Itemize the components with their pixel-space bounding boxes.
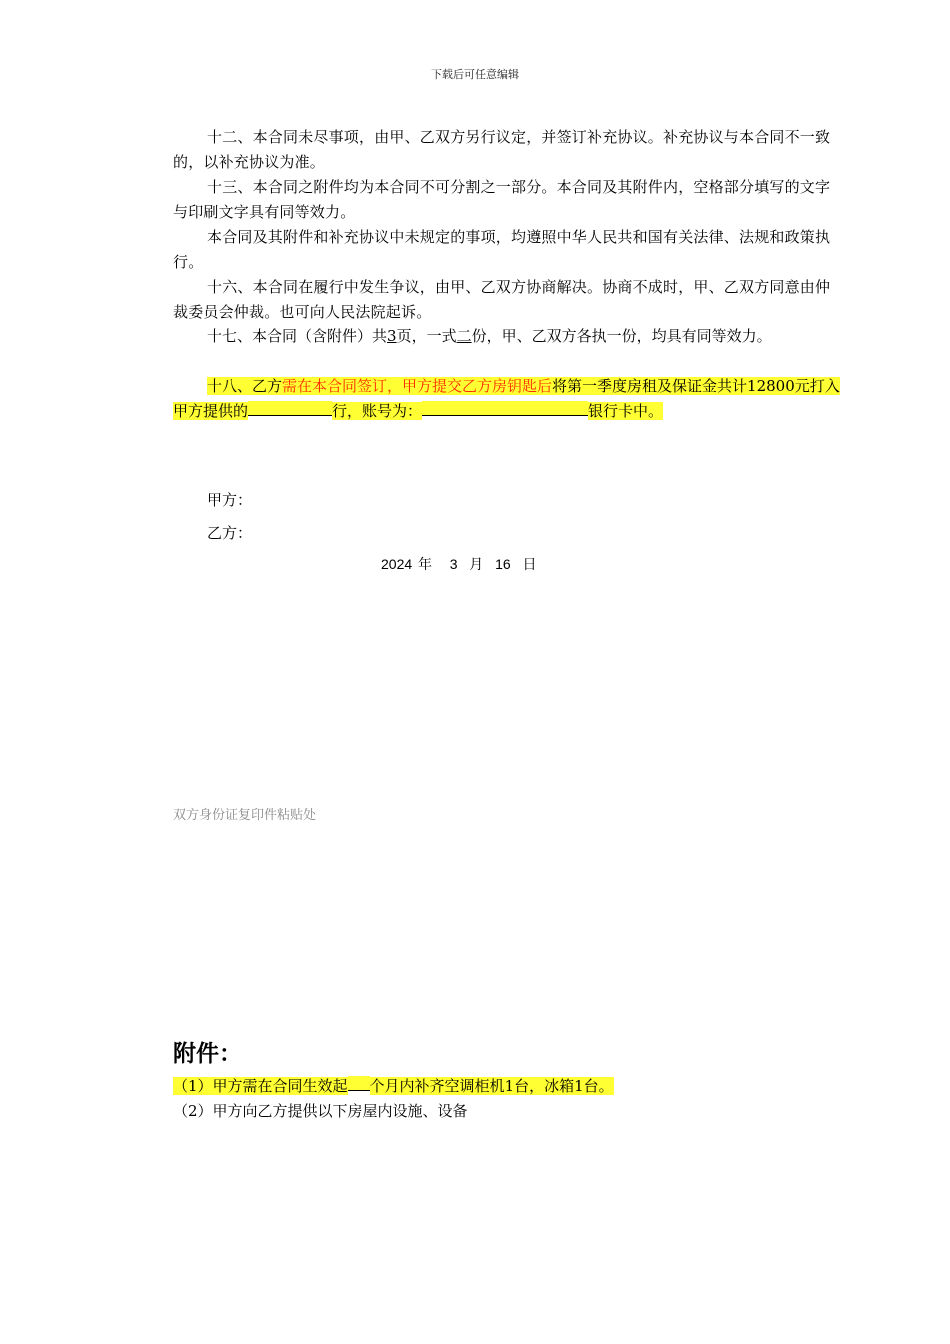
clause-18-red-text: 需在本合同签订，甲方提交乙方房钥匙后 xyxy=(282,377,553,395)
clause-17-copies: 二 xyxy=(456,327,472,345)
party-a-signature-label: 甲方： xyxy=(207,491,253,509)
date-year: 2024 xyxy=(381,556,413,572)
fridge-quantity: 1 xyxy=(574,1077,584,1095)
clause-supplementary: 本合同及其附件和补充协议中未规定的事项，均遵照中华人民共和国有关法律、法规和政策执行。 xyxy=(173,228,831,271)
clause-18 xyxy=(173,374,841,424)
contract-date xyxy=(381,554,536,574)
attachment-1-text-b: 个月内补齐空调柜机 xyxy=(369,1077,505,1095)
attachment-item-1 xyxy=(173,1075,614,1097)
date-month: 3 xyxy=(449,556,458,572)
clause-18-text-d: 银行卡中。 xyxy=(588,402,664,420)
clause-17 xyxy=(173,324,863,349)
date-day: 16 xyxy=(495,556,511,572)
attachment-1-text-a: （1）甲方需在合同生效起 xyxy=(173,1077,348,1095)
clause-18-text-c: 行，账号为： xyxy=(332,402,423,420)
clause-18-text-b: 将第一季度房租及保证金共计12800元打入甲方提供的 xyxy=(173,377,840,420)
clause-16: 十六、本合同在履行中发生争议，由甲、乙双方协商解决。协商不成时，甲、乙双方同意由仲裁委员会仲裁。也可向人民法院起诉。 xyxy=(173,278,831,321)
party-b-signature-label: 乙方： xyxy=(207,524,253,542)
clause-12: 十二、本合同未尽事项，由甲、乙双方另行议定，并签订补充协议。补充协议与本合同不一致的，以补充协议为准。 xyxy=(173,128,831,171)
clause-18-text-a: 十八、乙方 xyxy=(207,377,283,395)
account-number-blank xyxy=(422,401,588,416)
attachment-item-2: （2）甲方向乙方提供以下房屋内设施、设备 xyxy=(173,1102,468,1120)
attachment-1-text-c: 台，冰箱 xyxy=(514,1077,575,1095)
attachments-title: 附件： xyxy=(173,1041,242,1067)
bank-name-blank xyxy=(248,401,332,416)
clause-17-text-a: 十七、本合同（含附件）共 xyxy=(207,327,388,345)
attachment-1-text-d: 台。 xyxy=(583,1077,614,1095)
clause-17-text-c: 份，甲、乙双方各执一份，均具有同等效力。 xyxy=(471,327,772,345)
months-blank xyxy=(348,1076,370,1091)
ac-quantity: 1 xyxy=(504,1077,515,1095)
clause-17-text-b: 页，一式 xyxy=(396,327,457,345)
date-year-unit: 年 xyxy=(418,556,433,572)
clause-13: 十三、本合同之附件均为本合同不可分割之一部分。本合同及其附件内，空格部分填写的文字与印刷文字具有同等效力。 xyxy=(173,178,831,221)
date-day-unit: 日 xyxy=(522,556,537,572)
id-copy-paste-area-label: 双方身份证复印件粘贴处 xyxy=(173,808,317,823)
page-header: 下载后可任意编辑 xyxy=(431,68,519,81)
date-month-unit: 月 xyxy=(469,556,484,572)
clause-17-pages: 3 xyxy=(387,327,397,345)
